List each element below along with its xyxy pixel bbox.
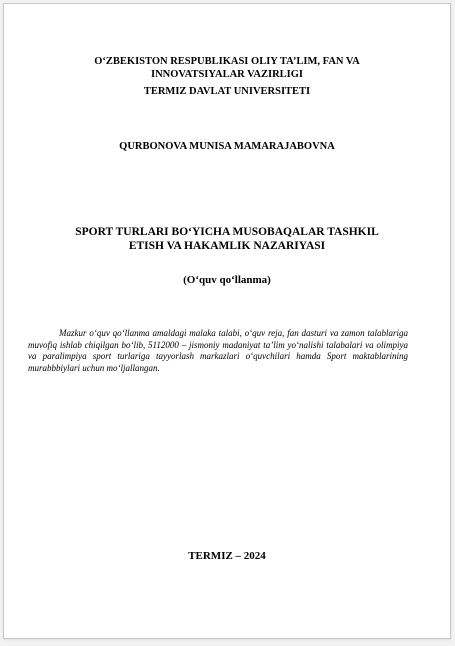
document-title [4,225,450,253]
document-subtitle: (O‘quv qo‘llanma) [183,274,271,286]
author-name: QURBONOVA MUNISA MAMARAJABOVNA [119,141,335,152]
university-name: TERMIZ DAVLAT UNIVERSITETI [143,86,311,97]
ministry-line-2: INNOVATSIYALAR VAZIRLIGI [150,68,303,80]
ministry-line-1: O‘ZBEKISTON RESPUBLIKASI OLIY TA’LIM, FAN VA [94,56,360,67]
place-year: TERMIZ – 2024 [188,550,266,562]
ministry-heading [4,56,450,81]
title-line-2: ETISH VA HAKAMLIK NAZARIYASI [128,240,326,252]
abstract-paragraph: Mazkur o‘quv qo‘llanma amaldagi malaka talabi, o‘quv reja, fan dasturi va zamon talablariga muvofiq ishlab chiqilgan bo‘lib, 5112000 – jismoniy madaniyat ta’lim yo‘nalishi talabalari va olimpiya va paralimpiya sport turlariga tayyorlash markazlari o‘quvchilari hamda Sport maktablarining murabbbiylari uchun mo‘ljallangan. [28,328,408,373]
title-line-1: SPORT TURLARI BO‘YICHA MUSOBAQALAR TASHKIL [75,226,379,238]
document-page [3,3,451,639]
